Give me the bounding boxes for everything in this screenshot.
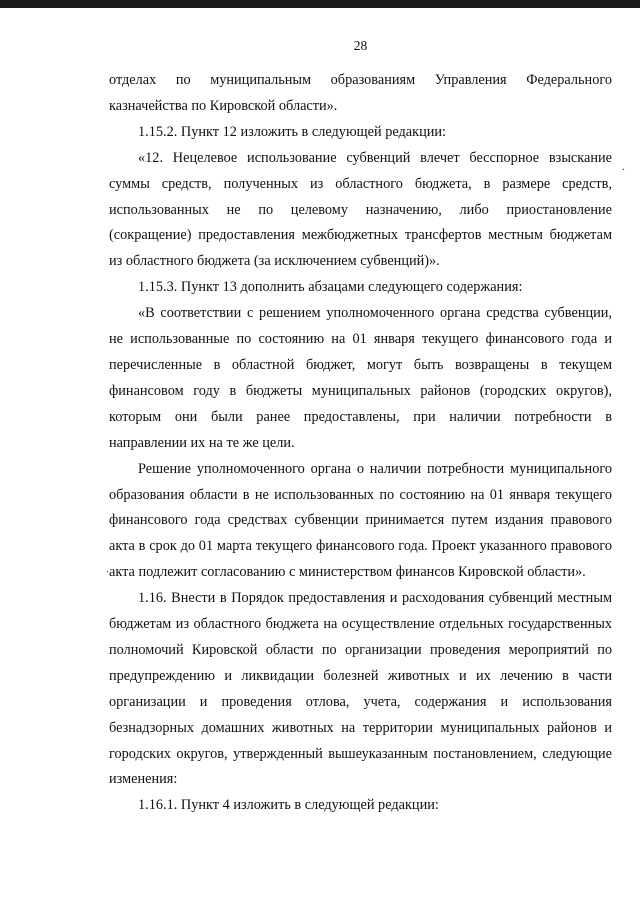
- paragraph-7: 1.16. Внести в Порядок предоставления и расходования субвенций местным бюджетам из областного бюджета на осуществление отдельных государственных полномочий Кировской области по организации проведения мероприятий по предупреждению и ликвидации болезней животных и их лечению в части организации и проведения отлова, учета, содержания и использования безнадзорных домашних животных на территории муниципальных районов и городских округов, утвержденный вышеуказанным постановлением, следующие изменения:: [109, 590, 612, 788]
- paragraph-4: 1.15.3. Пункт 13 дополнить абзацами следующего содержания:: [138, 279, 523, 296]
- paragraph-3: «12. Нецелевое использование субвенций влечет бесспорное взыскание суммы средств, полученных из областного бюджета, в размере средств, использованных не по целевому назначению, либо приостановление (сокращение) предоставления межбюджетных трансфертов местным бюджетам из областного бюджета (за исключением субвенций)».: [109, 149, 612, 270]
- paragraph-8: 1.16.1. Пункт 4 изложить в следующей редакции:: [138, 797, 439, 814]
- scan-top-border: [0, 0, 640, 8]
- document-page: [109, 37, 612, 819]
- paragraph-6: Решение уполномоченного органа о наличии потребности муниципального образования области в не использованных по состоянию на 01 января текущего финансового года средствах субвенции принимается путем издания правового акта в срок до 01 марта текущего финансового года. Проект указанного правового акта подлежит согласованию с министерством финансов Кировской области».: [109, 460, 612, 581]
- page-number: 28: [353, 38, 368, 53]
- scan-speck: .: [106, 561, 109, 575]
- paragraph-5: «В соответствии с решением уполномоченного органа средства субвенции, не использованные по состоянию на 01 января текущего финансового года и перечисленные в областной бюджет, могут быть возвращены в текущем финансовом году в бюджеты муниципальных районов (городских округов), которым они были ранее предоставлены, при наличии потребности в направлении их на те же цели.: [109, 305, 612, 451]
- paragraph-1: отделах по муниципальным образованиям Управления Федерального казначейства по Кировской области».: [109, 72, 612, 114]
- scan-speck: .: [622, 159, 625, 173]
- paragraph-2: 1.15.2. Пункт 12 изложить в следующей редакции:: [138, 123, 447, 140]
